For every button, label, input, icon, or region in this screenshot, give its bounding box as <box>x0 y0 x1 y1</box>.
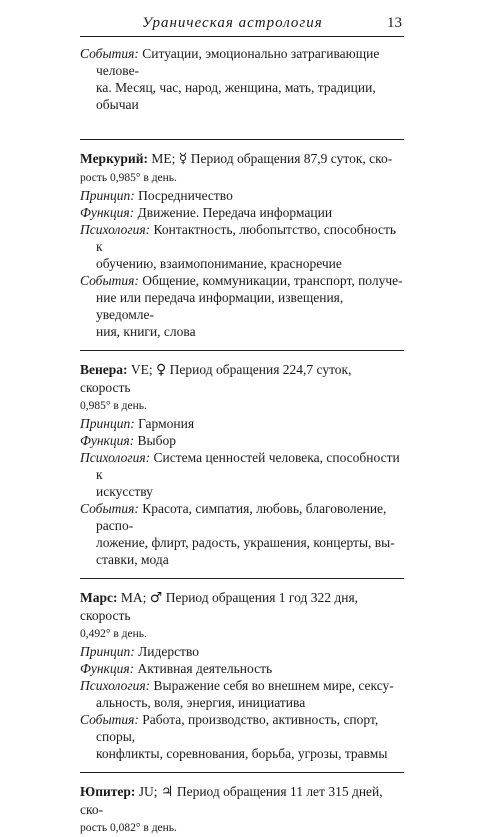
orbit-speed: 0,492° в день. <box>80 628 147 640</box>
planet-code: ME; <box>151 151 176 166</box>
planet-name: Венера: <box>80 362 128 377</box>
psychology-text: искусству <box>96 484 153 499</box>
principle-text: Посредничество <box>138 188 233 203</box>
jupiter-section <box>80 783 404 837</box>
psychology-label: Психология: <box>80 678 151 693</box>
section-divider <box>80 350 404 351</box>
events-text: Ситуации, эмоционально затрагивающие челове- <box>96 46 380 78</box>
principle-text: Лидерство <box>138 644 199 659</box>
mercury-principle <box>80 187 404 204</box>
book-page <box>80 14 404 837</box>
mercury-events <box>80 272 404 340</box>
section-divider <box>80 139 404 140</box>
orbit-speed: 0,985° в день. <box>80 400 147 412</box>
mars-events <box>80 711 404 762</box>
mercury-psychology <box>80 221 404 272</box>
venus-function <box>80 432 404 449</box>
planet-code: VE; <box>130 362 153 377</box>
events-text: ния, книги, слова <box>96 324 196 339</box>
mars-principle <box>80 643 404 660</box>
orbit-period: Период обращения 87,9 суток, ско- <box>190 151 393 166</box>
planet-name: Меркурий: <box>80 151 148 166</box>
venus-heading <box>80 361 404 415</box>
section-divider <box>80 578 404 579</box>
running-title: Ураническая астрология <box>142 15 323 31</box>
mercury-symbol-icon: ☿ <box>178 151 188 167</box>
principle-text: Гармония <box>138 416 195 431</box>
function-text: Активная деятельность <box>137 661 273 676</box>
events-label: События: <box>80 712 139 727</box>
function-label: Функция: <box>80 661 135 676</box>
psychology-text: Выражение себя во внешнем мире, сексу- <box>153 678 394 693</box>
events-text: Красота, симпатия, любовь, благоволение, распо- <box>96 501 387 533</box>
section-divider <box>80 772 404 773</box>
mars-function <box>80 660 404 677</box>
orbit-speed: рость 0,985° в день. <box>80 172 177 184</box>
mercury-function <box>80 204 404 221</box>
events-text: Работа, производство, активность, спорт, споры, <box>96 712 379 744</box>
principle-label: Принцип: <box>80 644 135 659</box>
mercury-section <box>80 150 404 340</box>
planet-name: Марс: <box>80 590 118 605</box>
psychology-text: Система ценностей человека, способности к <box>96 450 400 482</box>
events-text: конфликты, соревнования, борьба, угрозы, травмы <box>96 746 388 761</box>
events-text: ка. Месяц, час, народ, женщина, мать, традиции, обычаи <box>96 80 376 112</box>
psychology-text: Контактность, любопытство, способность к <box>96 222 397 254</box>
venus-section <box>80 361 404 568</box>
events-label: События: <box>80 46 139 61</box>
planet-code: JU; <box>138 784 158 799</box>
jupiter-symbol-icon: ♃ <box>160 784 174 800</box>
orbit-speed: рость 0,082° в день. <box>80 822 177 834</box>
principle-label: Принцип: <box>80 416 135 431</box>
events-text: ние или передача информации, извещения, уведомле- <box>96 290 344 322</box>
psychology-text: альность, воля, энергия, инициатива <box>96 695 306 710</box>
events-label: События: <box>80 273 139 288</box>
orbit-period: Период обращения 11 лет 315 дней, ско- <box>80 784 383 817</box>
principle-label: Принцип: <box>80 188 135 203</box>
orbit-period: Период обращения 1 год 322 дня, скорость <box>80 590 359 623</box>
function-text: Движение. Передача информации <box>137 205 333 220</box>
function-label: Функция: <box>80 433 135 448</box>
events-text: ложение, флирт, радость, украшения, концерты, вы- <box>96 535 395 550</box>
running-header <box>80 14 404 37</box>
function-label: Функция: <box>80 205 135 220</box>
events-label: События: <box>80 501 139 516</box>
jupiter-heading <box>80 783 404 837</box>
page-number: 13 <box>387 15 402 31</box>
venus-events <box>80 500 404 568</box>
psychology-text: обучению, взаимопонимание, красноречие <box>96 256 342 271</box>
mars-heading <box>80 589 404 643</box>
psychology-label: Психология: <box>80 450 151 465</box>
orbit-period: Период обращения 224,7 суток, скорость <box>80 362 352 395</box>
mars-section <box>80 589 404 762</box>
venus-psychology <box>80 449 404 500</box>
mars-psychology <box>80 677 404 711</box>
psychology-label: Психология: <box>80 222 151 237</box>
mars-symbol-icon: ♂ <box>149 590 163 606</box>
events-text: ставки, мода <box>96 552 169 567</box>
planet-code: MA; <box>120 590 147 605</box>
intro-section <box>80 45 404 113</box>
events-text: Общение, коммуникации, транспорт, получе- <box>142 273 403 288</box>
mercury-heading <box>80 150 404 187</box>
intro-events <box>80 45 404 113</box>
venus-principle <box>80 415 404 432</box>
planet-name: Юпитер: <box>80 784 136 799</box>
venus-symbol-icon: ♀ <box>156 362 167 378</box>
function-text: Выбор <box>137 433 176 448</box>
